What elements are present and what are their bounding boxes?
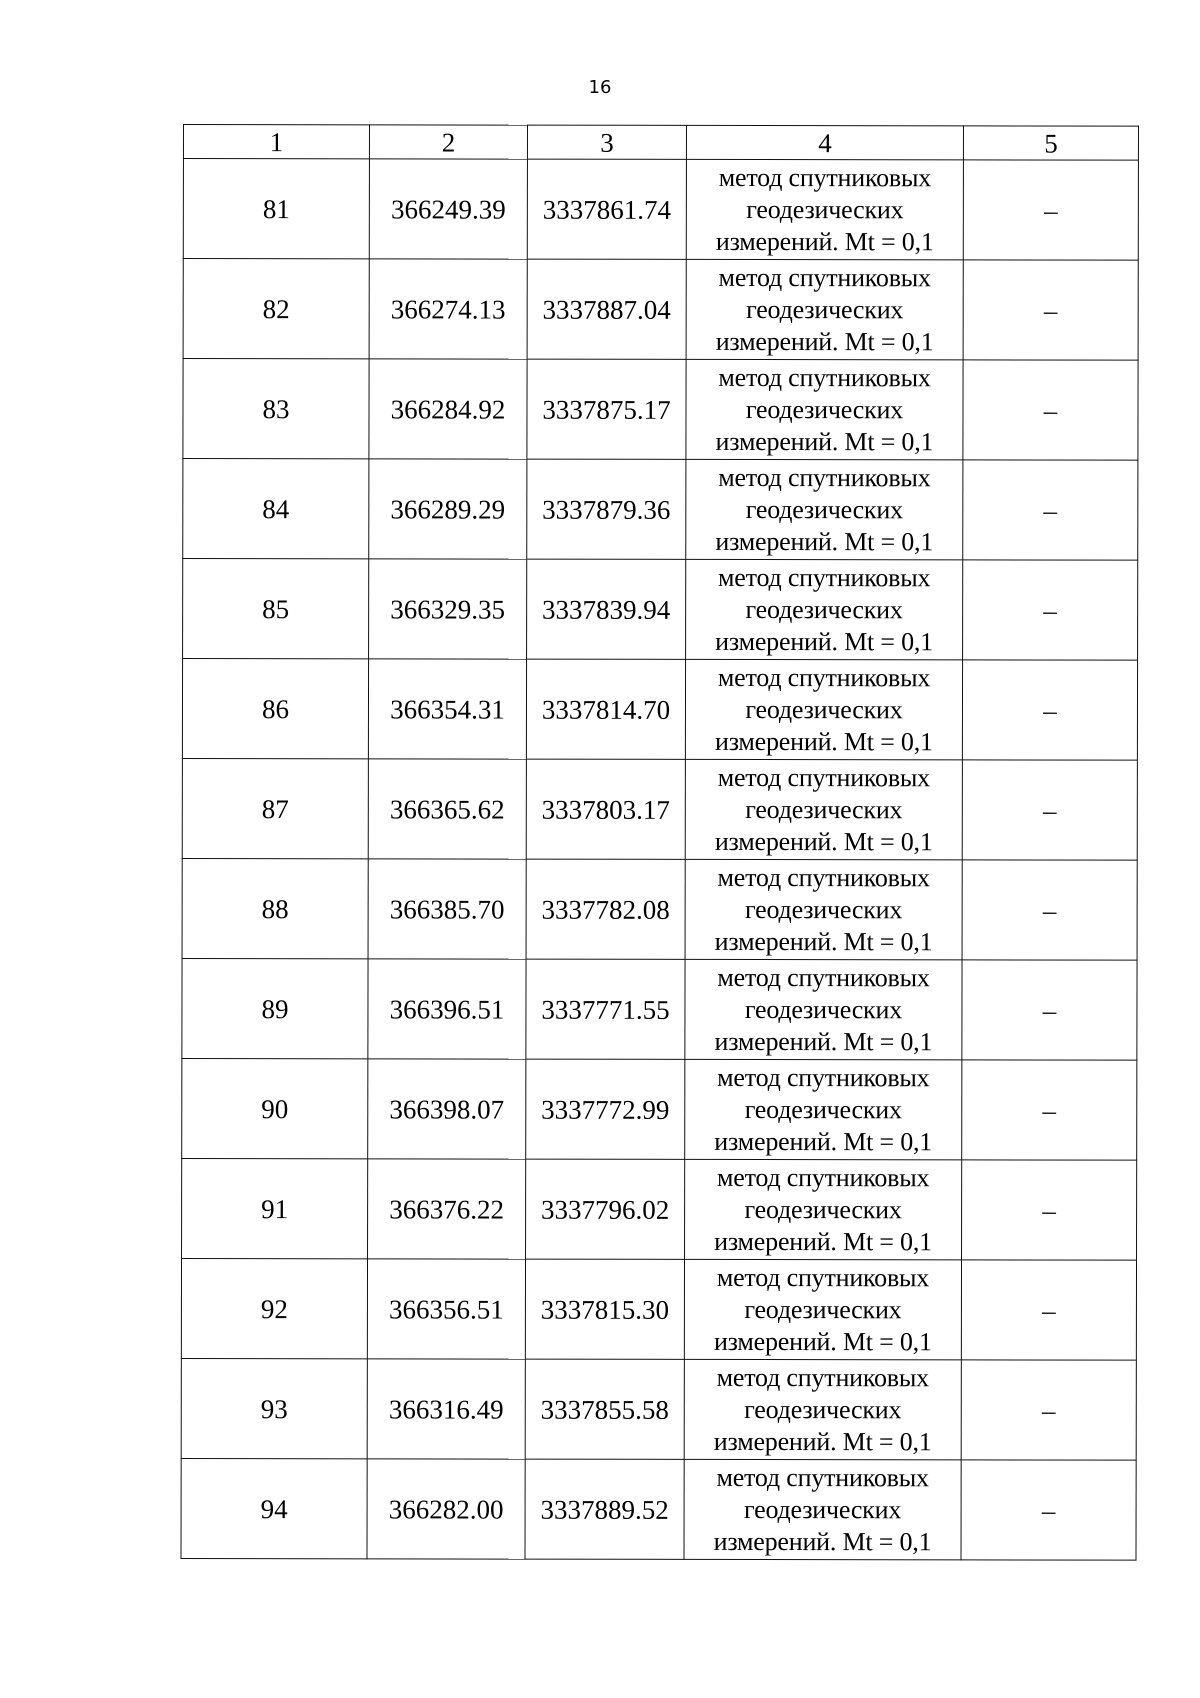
method-cell bbox=[686, 259, 963, 359]
table-header-row bbox=[183, 125, 1138, 161]
method-text-line: измерений. Mt = 0,1 bbox=[713, 1326, 932, 1356]
method-text-line: метод спутниковых bbox=[718, 262, 931, 292]
method-text-line: измерений. Mt = 0,1 bbox=[713, 1426, 932, 1456]
y-coordinate-cell: 3337861.74 bbox=[527, 159, 686, 259]
method-text-line: метод спутниковых bbox=[717, 762, 931, 792]
point-number-cell: 85 bbox=[183, 559, 369, 659]
method-text-line: метод спутниковых bbox=[717, 1062, 930, 1092]
method-text-line: геодезических bbox=[745, 494, 903, 524]
note-cell: – bbox=[962, 1060, 1137, 1160]
point-number-cell: 91 bbox=[182, 1158, 368, 1258]
method-text-line: метод спутниковых bbox=[718, 462, 931, 492]
point-number-cell: 87 bbox=[182, 758, 368, 858]
method-text-line: измерений. Mt = 0,1 bbox=[714, 1026, 933, 1056]
table-row bbox=[183, 359, 1138, 461]
method-cell bbox=[685, 759, 962, 859]
method-text-line: геодезических bbox=[743, 1494, 902, 1524]
table-row bbox=[182, 858, 1137, 960]
x-coordinate-cell: 366365.62 bbox=[368, 759, 526, 859]
method-text-line: геодезических bbox=[744, 1094, 902, 1124]
note-cell: – bbox=[962, 760, 1137, 860]
page-number: 16 bbox=[588, 77, 612, 98]
method-text-line: метод спутниковых bbox=[718, 362, 931, 392]
method-cell bbox=[684, 1259, 961, 1359]
table-row bbox=[183, 559, 1138, 661]
note-cell: – bbox=[962, 660, 1137, 760]
point-number-cell: 89 bbox=[182, 958, 368, 1058]
x-coordinate-cell: 366356.51 bbox=[367, 1259, 525, 1359]
method-cell bbox=[686, 359, 963, 459]
method-text-line: метод спутниковых bbox=[716, 1462, 929, 1492]
table-row bbox=[182, 958, 1137, 1060]
x-coordinate-cell: 366284.92 bbox=[369, 359, 527, 459]
x-coordinate-cell: 366282.00 bbox=[367, 1459, 525, 1559]
y-coordinate-cell: 3337771.55 bbox=[526, 959, 685, 1059]
method-text-line: измерений. Mt = 0,1 bbox=[714, 1226, 932, 1256]
method-cell bbox=[686, 159, 963, 259]
method-text-line: измерений. Mt = 0,1 bbox=[715, 226, 934, 256]
note-cell: – bbox=[962, 860, 1137, 960]
method-text-line: метод спутниковых bbox=[716, 1162, 930, 1192]
table-row bbox=[182, 758, 1137, 860]
method-text-line: метод спутниковых bbox=[717, 862, 930, 892]
point-number-cell: 82 bbox=[183, 259, 369, 359]
table-row bbox=[183, 259, 1138, 361]
point-number-cell: 93 bbox=[181, 1358, 367, 1458]
method-text-line: измерений. Mt = 0,1 bbox=[713, 1526, 932, 1556]
point-number-cell: 92 bbox=[181, 1258, 367, 1358]
table-row bbox=[182, 659, 1137, 761]
note-cell: – bbox=[962, 1160, 1137, 1260]
y-coordinate-cell: 3337889.52 bbox=[525, 1459, 684, 1559]
table-row bbox=[181, 1358, 1136, 1460]
method-text-line: метод спутниковых bbox=[716, 1362, 929, 1392]
table-row bbox=[183, 459, 1138, 561]
y-coordinate-cell: 3337803.17 bbox=[526, 759, 685, 859]
y-coordinate-cell: 3337839.94 bbox=[527, 559, 686, 659]
table-row bbox=[181, 1458, 1136, 1560]
method-cell bbox=[686, 559, 963, 659]
point-number-cell: 88 bbox=[182, 858, 368, 958]
method-text-line: геодезических bbox=[745, 694, 903, 724]
method-cell bbox=[685, 1159, 962, 1259]
coordinates-table bbox=[180, 124, 1139, 1561]
method-text-line: измерений. Mt = 0,1 bbox=[715, 426, 934, 456]
column-header-2: 2 bbox=[369, 125, 527, 159]
column-header-5: 5 bbox=[963, 126, 1138, 160]
table-row bbox=[182, 1158, 1137, 1260]
method-text-line: геодезических bbox=[746, 194, 904, 224]
x-coordinate-cell: 366274.13 bbox=[369, 259, 527, 359]
note-cell: – bbox=[963, 260, 1138, 360]
point-number-cell: 81 bbox=[183, 159, 369, 259]
x-coordinate-cell: 366385.70 bbox=[368, 859, 526, 959]
column-header-1: 1 bbox=[183, 125, 369, 159]
x-coordinate-cell: 366354.31 bbox=[368, 659, 526, 759]
method-text-line: геодезических bbox=[744, 1394, 902, 1424]
x-coordinate-cell: 366289.29 bbox=[369, 459, 527, 559]
note-cell: – bbox=[961, 1460, 1136, 1560]
note-cell: – bbox=[961, 1260, 1136, 1360]
method-text-line: геодезических bbox=[744, 1194, 902, 1224]
x-coordinate-cell: 366376.22 bbox=[368, 1159, 526, 1259]
method-cell bbox=[686, 459, 963, 559]
method-text-line: метод спутниковых bbox=[717, 662, 931, 692]
method-text-line: метод спутниковых bbox=[716, 1262, 930, 1292]
method-cell bbox=[684, 1459, 961, 1559]
x-coordinate-cell: 366249.39 bbox=[369, 159, 527, 259]
method-cell bbox=[685, 659, 962, 759]
table-row bbox=[183, 159, 1138, 261]
method-text-line: измерений. Mt = 0,1 bbox=[714, 1126, 933, 1156]
note-cell: – bbox=[963, 460, 1138, 560]
note-cell: – bbox=[961, 1360, 1136, 1460]
column-header-4: 4 bbox=[686, 125, 963, 159]
point-number-cell: 86 bbox=[182, 659, 368, 759]
y-coordinate-cell: 3337772.99 bbox=[526, 1059, 685, 1159]
note-cell: – bbox=[963, 360, 1138, 460]
method-text-line: метод спутниковых bbox=[717, 962, 930, 992]
method-cell bbox=[685, 959, 962, 1059]
method-text-line: измерений. Mt = 0,1 bbox=[714, 926, 933, 956]
y-coordinate-cell: 3337814.70 bbox=[526, 659, 685, 759]
point-number-cell: 90 bbox=[182, 1058, 368, 1158]
method-text-line: геодезических bbox=[745, 794, 903, 824]
method-text-line: геодезических bbox=[745, 894, 903, 924]
point-number-cell: 94 bbox=[181, 1458, 367, 1558]
y-coordinate-cell: 3337855.58 bbox=[525, 1359, 684, 1459]
method-cell bbox=[685, 1059, 962, 1159]
x-coordinate-cell: 366398.07 bbox=[368, 1059, 526, 1159]
y-coordinate-cell: 3337782.08 bbox=[526, 859, 685, 959]
note-cell: – bbox=[963, 160, 1138, 260]
point-number-cell: 84 bbox=[183, 459, 369, 559]
y-coordinate-cell: 3337815.30 bbox=[525, 1259, 684, 1359]
point-number-cell: 83 bbox=[183, 359, 369, 459]
method-text-line: измерений. Mt = 0,1 bbox=[715, 326, 934, 356]
note-cell: – bbox=[963, 560, 1138, 660]
method-text-line: измерений. Mt = 0,1 bbox=[714, 726, 933, 756]
y-coordinate-cell: 3337879.36 bbox=[527, 459, 686, 559]
table-body bbox=[181, 159, 1138, 1561]
method-text-line: геодезических bbox=[744, 994, 903, 1024]
method-text-line: геодезических bbox=[745, 394, 904, 424]
method-text-line: метод спутниковых bbox=[718, 162, 932, 192]
table-row bbox=[182, 1058, 1137, 1160]
method-text-line: измерений. Mt = 0,1 bbox=[715, 526, 934, 556]
method-text-line: геодезических bbox=[744, 1294, 902, 1324]
x-coordinate-cell: 366396.51 bbox=[368, 959, 526, 1059]
y-coordinate-cell: 3337887.04 bbox=[527, 259, 686, 359]
y-coordinate-cell: 3337796.02 bbox=[526, 1159, 685, 1259]
method-text-line: геодезических bbox=[746, 294, 904, 324]
method-cell bbox=[684, 1359, 961, 1459]
method-cell bbox=[685, 859, 962, 959]
x-coordinate-cell: 366316.49 bbox=[367, 1359, 525, 1459]
method-text-line: измерений. Mt = 0,1 bbox=[714, 826, 933, 856]
note-cell: – bbox=[962, 960, 1137, 1060]
x-coordinate-cell: 366329.35 bbox=[369, 559, 527, 659]
table-row bbox=[181, 1258, 1136, 1360]
method-text-line: метод спутниковых bbox=[718, 562, 931, 592]
method-text-line: геодезических bbox=[745, 594, 903, 624]
y-coordinate-cell: 3337875.17 bbox=[527, 359, 686, 459]
method-text-line: измерений. Mt = 0,1 bbox=[715, 626, 934, 656]
column-header-3: 3 bbox=[527, 125, 686, 159]
